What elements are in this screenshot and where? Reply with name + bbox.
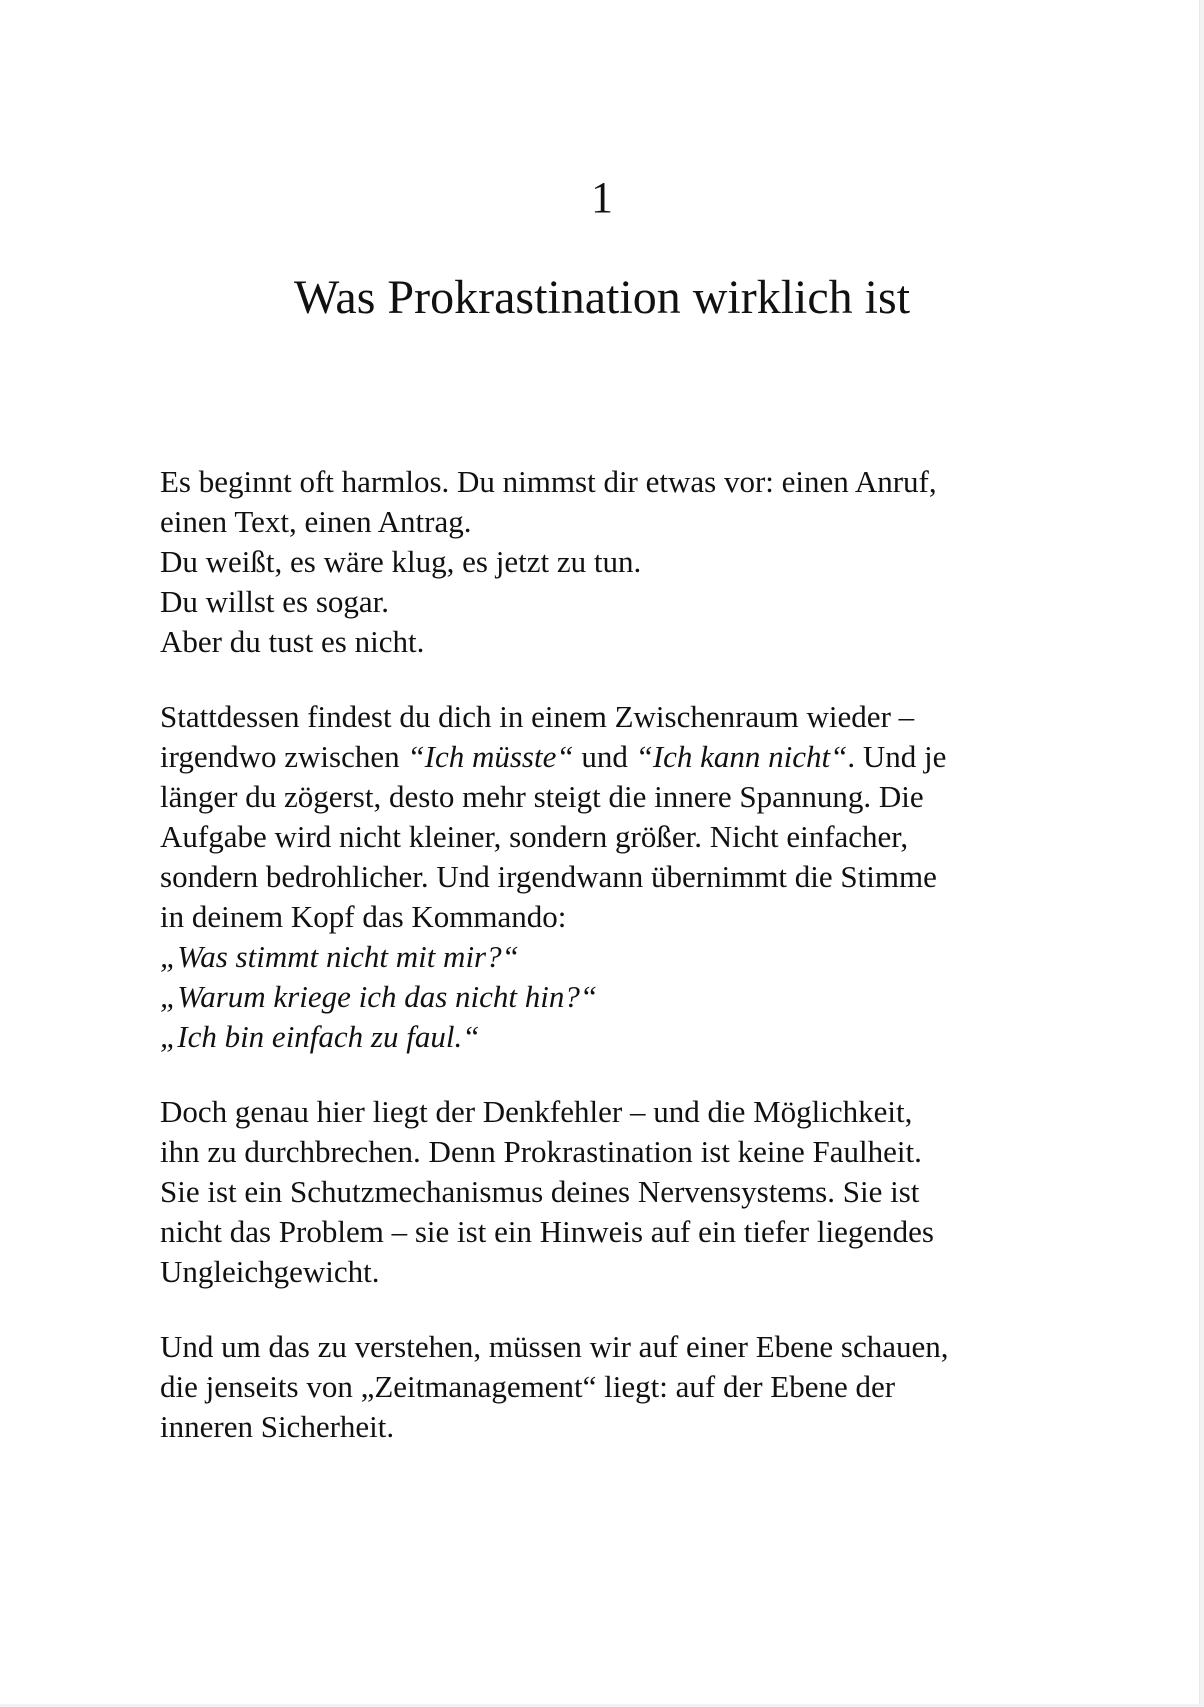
italic-quote: “Ich müsste“ [407, 739, 574, 774]
paragraph-4 [160, 1327, 1060, 1447]
text-line: Sie ist ein Schutzmechanismus deines Nervensystems. Sie ist [160, 1174, 920, 1209]
chapter-number: 1 [591, 173, 613, 222]
chapter-body [160, 462, 1060, 1482]
italic-quote: “Ich kann nicht“ [635, 739, 848, 774]
italic-quote-line: „Warum kriege ich das nicht hin?“ [160, 979, 598, 1014]
text-line: die jenseits von „Zeitmanagement“ liegt: auf der Ebene der [160, 1369, 896, 1404]
text-line: Stattdessen findest du dich in einem Zwischenraum wieder – [160, 699, 915, 734]
text-line: Es beginnt oft harmlos. Du nimmst dir etwas vor: einen Anruf, [160, 464, 937, 499]
paragraph-1 [160, 462, 1060, 662]
text-line: inneren Sicherheit. [160, 1409, 395, 1444]
chapter-title: Was Prokrastination wirklich ist [293, 271, 911, 324]
page-right-edge [1199, 0, 1204, 1707]
text-line: Aufgabe wird nicht kleiner, sondern größer. Nicht einfacher, [160, 819, 909, 854]
text-segment: irgendwo zwischen [160, 739, 408, 774]
text-line: ihn zu durchbrechen. Denn Prokrastination ist keine Faulheit. [160, 1134, 922, 1169]
text-segment: . Und je [847, 739, 947, 774]
text-line: Ungleichgewicht. [160, 1254, 380, 1289]
text-line: Doch genau hier liegt der Denkfehler – und die Möglichkeit, [160, 1094, 913, 1129]
text-line: länger du zögerst, desto mehr steigt die innere Spannung. Die [160, 779, 924, 814]
italic-quote-line: „Ich bin einfach zu faul.“ [160, 1019, 480, 1054]
italic-quote-line: „Was stimmt nicht mit mir?“ [160, 939, 519, 974]
text-line: Du willst es sogar. [160, 584, 390, 619]
text-line-with-quotes [160, 737, 1060, 777]
text-segment: und [573, 739, 636, 774]
paragraph-2 [160, 697, 1060, 1057]
text-line: nicht das Problem – sie ist ein Hinweis auf ein tiefer liegendes [160, 1214, 934, 1249]
text-line: sondern bedrohlicher. Und irgendwann übernimmt die Stimme [160, 859, 937, 894]
text-line: einen Text, einen Antrag. [160, 504, 472, 539]
text-line: in deinem Kopf das Kommando: [160, 899, 567, 934]
paragraph-3 [160, 1092, 1060, 1292]
text-line: Aber du tust es nicht. [160, 624, 425, 659]
text-line: Und um das zu verstehen, müssen wir auf einer Ebene schauen, [160, 1329, 949, 1364]
text-line: Du weißt, es wäre klug, es jetzt zu tun. [160, 544, 642, 579]
